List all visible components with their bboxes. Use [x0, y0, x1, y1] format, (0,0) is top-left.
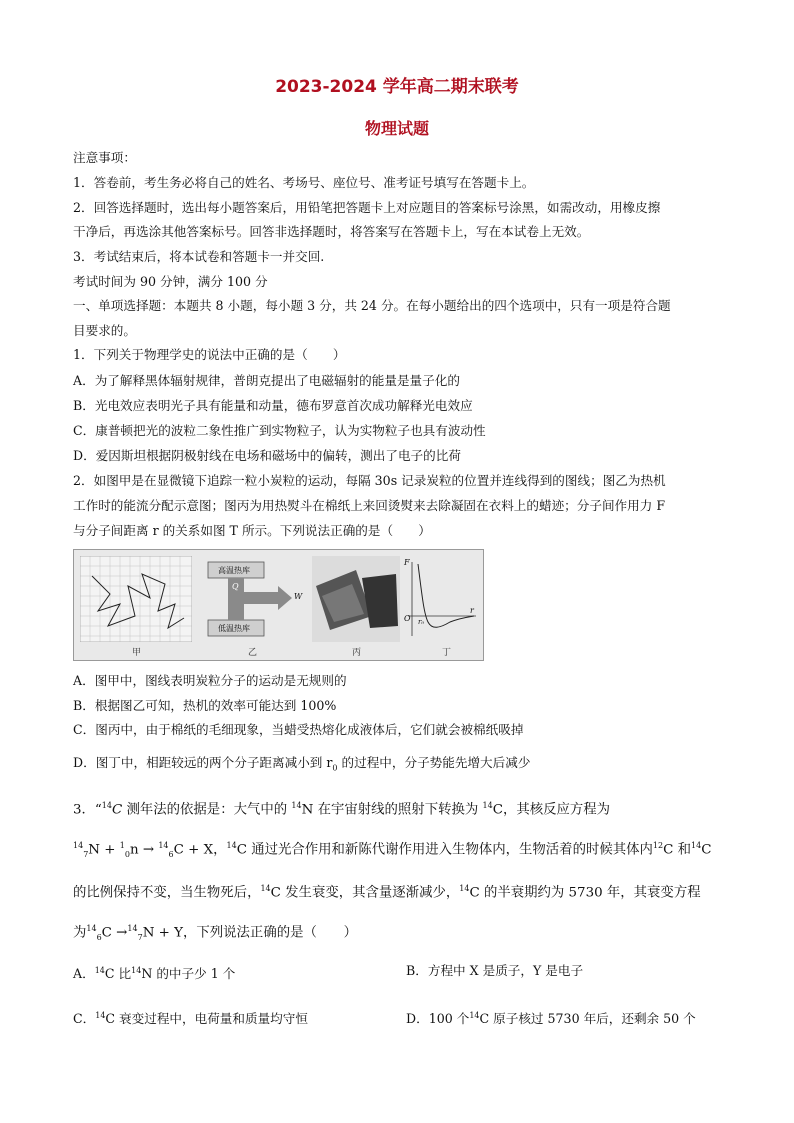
exam-title: 2023-2024 学年高二期末联考: [275, 77, 519, 97]
q2-stem-1: 2．如图甲是在显微镜下追踪一粒小炭粒的运动，每隔 30s 记录炭粒的位置并连线得到的图线；图乙为热机: [73, 473, 666, 488]
q1-option-d: D．爱因斯坦根据阴极射线在电场和磁场中的偏转，测出了电子的比荷: [73, 448, 461, 463]
figure-bing-ironing: [312, 556, 400, 642]
section1-line2: 目要求的。: [73, 323, 136, 338]
brownian-path-graphic: [80, 556, 192, 642]
r0-label: r₀: [418, 618, 425, 626]
notice-item-3: 3．考试结束后，将本试卷和答题卡一并交回.: [73, 249, 325, 264]
q1-option-b: B．光电效应表明光子具有能量和动量，德布罗意首次成功解释光电效应: [73, 398, 473, 413]
q2-option-d: D．图丁中，相距较远的两个分子距离减小到 $r_0$ 的过程中，分子势能先增大后减少: [73, 755, 531, 773]
q3-line-4: 为$^{14}_6$C →$^{14}_7$N + Y，下列说法正确的是（ ）: [73, 924, 358, 943]
caption-jia: 甲: [132, 648, 142, 658]
q2-stem-3: 与分子间距离 r 的关系如图 T 所示。下列说法正确的是（ ）: [73, 523, 431, 538]
exam-time: 考试时间为 90 分钟，满分 100 分: [73, 274, 268, 289]
hot-reservoir-label: 高温热库: [218, 566, 250, 575]
q2-option-c: C．图丙中，由于棉纸的毛细现象，当蜡受热熔化成液体后，它们就会被棉纸吸掉: [73, 722, 524, 737]
figure-jia-brownian: [80, 556, 192, 642]
figure-yi-heat-engine: [200, 556, 306, 642]
axis-origin-label: O: [404, 614, 411, 623]
force-distance-graph: [404, 556, 478, 642]
q1-option-a: A．为了解释黑体辐射规律，普朗克提出了电磁辐射的能量是量子化的: [73, 373, 460, 388]
axis-r-label: r: [470, 606, 474, 615]
notice-item-2b: 干净后，再选涂其他答案标号。回答非选择题时，将答案写在答题卡上，写在本试卷上无效。: [73, 224, 590, 239]
q3-option-b: B．方程中 X 是质子，Y 是电子: [406, 963, 584, 978]
caption-bing: 丙: [352, 648, 362, 658]
work-w-label: W: [294, 592, 303, 601]
q2-stem-2: 工作时的能流分配示意图；图丙为用热熨斗在棉纸上来回烫熨来去除凝固在衣料上的蜡迹；分子间作用力 F: [73, 498, 666, 513]
q3-option-a: A．$^{14}$C 比$^{14}$N 的中子少 1 个: [73, 966, 236, 982]
section1-line1: 一、单项选择题：本题共 8 小题，每小题 3 分，共 24 分。在每小题给出的四个选项中，只有一项是符合题: [73, 298, 671, 313]
exam-subject: 物理试题: [364, 119, 429, 138]
q2-option-b: B．根据图乙可知，热机的效率可能达到 100%: [73, 698, 337, 713]
q1-option-c: C．康普顿把光的波粒二象性推广到实物粒子，认为实物粒子也具有波动性: [73, 423, 486, 438]
ironing-photo-graphic: [312, 556, 400, 642]
q3-option-d: D．100 个$^{14}$C 原子核过 5730 年后，还剩余 50 个: [406, 1011, 696, 1027]
q3-line-1: 3．“$^{14}$C 测年法的依据是：大气中的 $^{14}$N 在宇宙射线的照射下转换为 $^{14}$C，其核反应方程为: [73, 801, 611, 818]
q3-line-3: 的比例保持不变，当生物死后，$^{14}$C 发生衰变，其含量逐渐减少，$^{14}$C 的半衰期约为 5730 年，其衰变方程: [73, 884, 701, 901]
q1-stem: 1．下列关于物理学史的说法中正确的是（ ）: [73, 347, 346, 362]
heat-engine-graphic: [200, 556, 306, 642]
q2-figure: [73, 549, 484, 661]
figure-ding-force-curve: [404, 556, 478, 642]
notice-item-1: 1．答卷前，考生务必将自己的姓名、考场号、座位号、准考证号填写在答题卡上。: [73, 175, 535, 190]
caption-ding: 丁: [442, 648, 452, 658]
heat-q-label: Q: [232, 582, 239, 591]
q3-option-c: C．$^{14}$C 衰变过程中，电荷量和质量均守恒: [73, 1011, 308, 1027]
notice-heading: 注意事项：: [73, 150, 136, 165]
cold-reservoir-label: 低温热库: [218, 624, 250, 633]
notice-item-2a: 2．回答选择题时，选出每小题答案后，用铅笔把答题卡上对应题目的答案标号涂黑，如需改动，用橡皮擦: [73, 200, 661, 215]
q3-line-2: $^{14}_7$N + $^1_0$n → $^{14}_6$C + X，$^{14}$C 通过光合作用和新陈代谢作用进入生物体内，生物活着的时候其体内$^{12}$C 和$^{14}$C: [73, 841, 712, 860]
caption-yi: 乙: [248, 648, 258, 658]
axis-f-label: F: [404, 558, 410, 567]
q2-option-a: A．图甲中，图线表明炭粒分子的运动是无规则的: [73, 673, 347, 688]
